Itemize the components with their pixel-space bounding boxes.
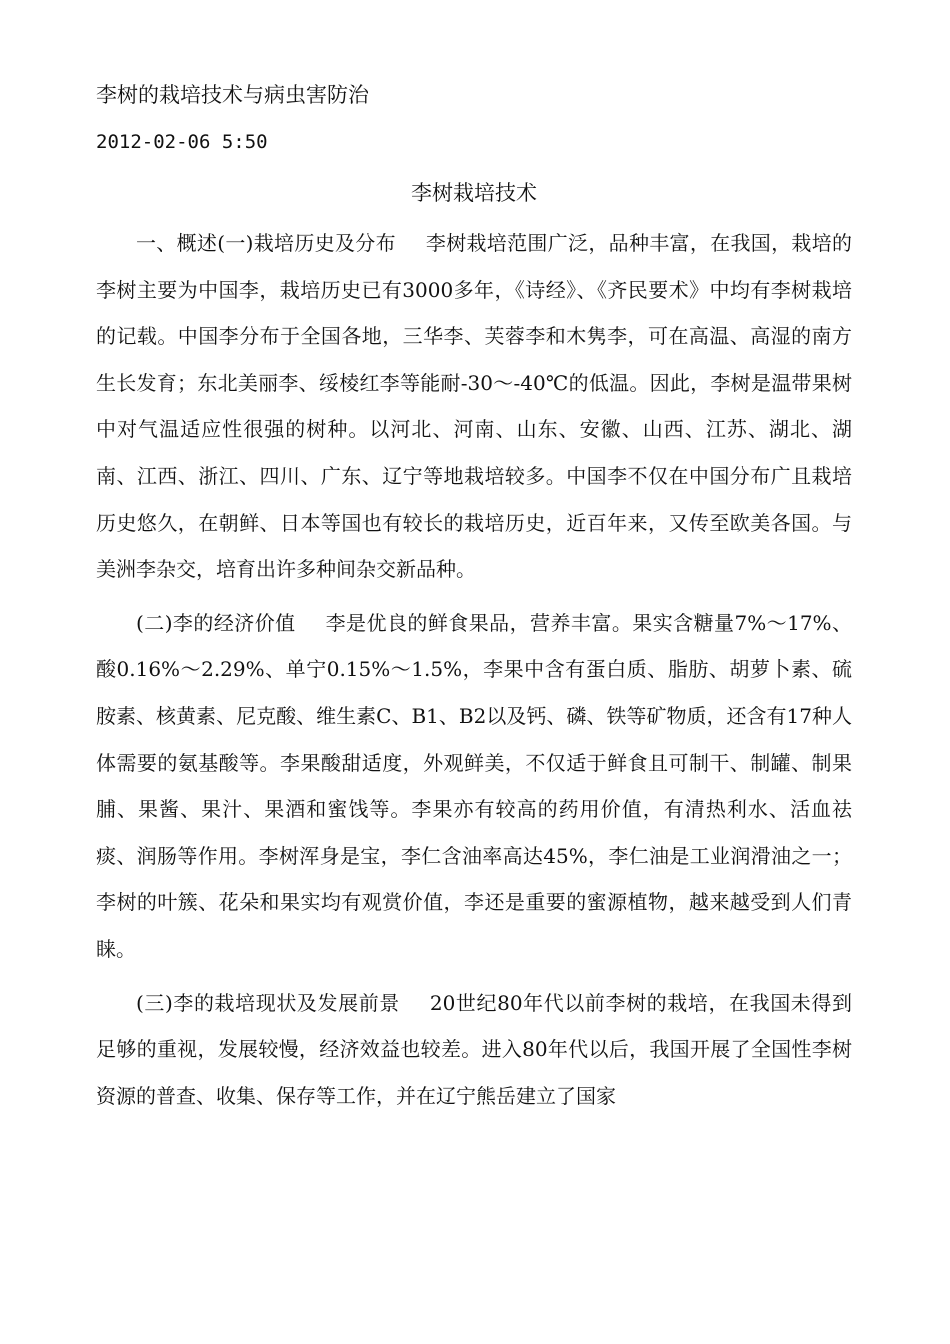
- paragraph-economic-value: [96, 600, 852, 973]
- publish-date: 2012-02-06 5:50: [96, 131, 268, 153]
- document-title: 李树的栽培技术与病虫害防治: [96, 83, 369, 107]
- paragraph-heading: (二)李的经济价值: [136, 610, 296, 635]
- paragraph-heading: 一、概述(一)栽培历史及分布: [136, 231, 396, 255]
- section-title: 李树栽培技术: [411, 181, 537, 205]
- paragraph-text: 李是优良的鲜食果品，营养丰富。果实含糖量7%～17%、酸0.16%～2.29%、单宁0.15%～1.5%，李果中含有蛋白质、脂肪、胡萝卜素、硫胺素、核黄素、尼克酸、维生素C、B1、B2以及钙、磷、铁等矿物质，还含有17种人体需要的氨基酸等。李果酸甜适度，外观鲜美，不仅适于鲜食且可制干、制罐、制果脯、果酱、果汁、果酒和蜜饯等。李果亦有较高的药用价值，有清热利水、活血祛痰、润肠等作用。李树浑身是宝，李仁含油率高达45%，李仁油是工业润滑油之一；李树的叶簇、花朵和果实均有观赏价值，李还是重要的蜜源植物，越来越受到人们青睐。: [96, 610, 852, 961]
- paragraph-text: 李树栽培范围广泛，品种丰富，在我国，栽培的李树主要为中国李，栽培历史已有3000多年，《诗经》、《齐民要术》中均有李树栽培的记载。中国李分布于全国各地，三华李、芙蓉李和木隽李，可在高温、高湿的南方生长发育；东北美丽李、绥棱红李等能耐-30～-40℃的低温。因此，李树是温带果树中对气温适应性很强的树种。以河北、河南、山东、安徽、山西、江苏、湖北、湖南、江西、浙江、四川、广东、辽宁等地栽培较多。中国李不仅在中国分布广且栽培历史悠久，在朝鲜、日本等国也有较长的栽培历史，近百年来，又传至欧美各国。与美洲李杂交，培育出许多种间杂交新品种。: [96, 231, 853, 582]
- paragraph-heading: (三)李的栽培现状及发展前景: [136, 990, 400, 1015]
- paragraph-overview: [96, 220, 852, 593]
- paragraph-text: 20世纪80年代以前李树的栽培，在我国未得到足够的重视，发展较慢，经济效益也较差。进入80年代以后，我国开展了全国性李树资源的普查、收集、保存等工作，并在辽宁熊岳建立了国家: [96, 990, 852, 1108]
- document-page: [96, 74, 852, 1119]
- paragraph-cultivation-status: [96, 980, 852, 1120]
